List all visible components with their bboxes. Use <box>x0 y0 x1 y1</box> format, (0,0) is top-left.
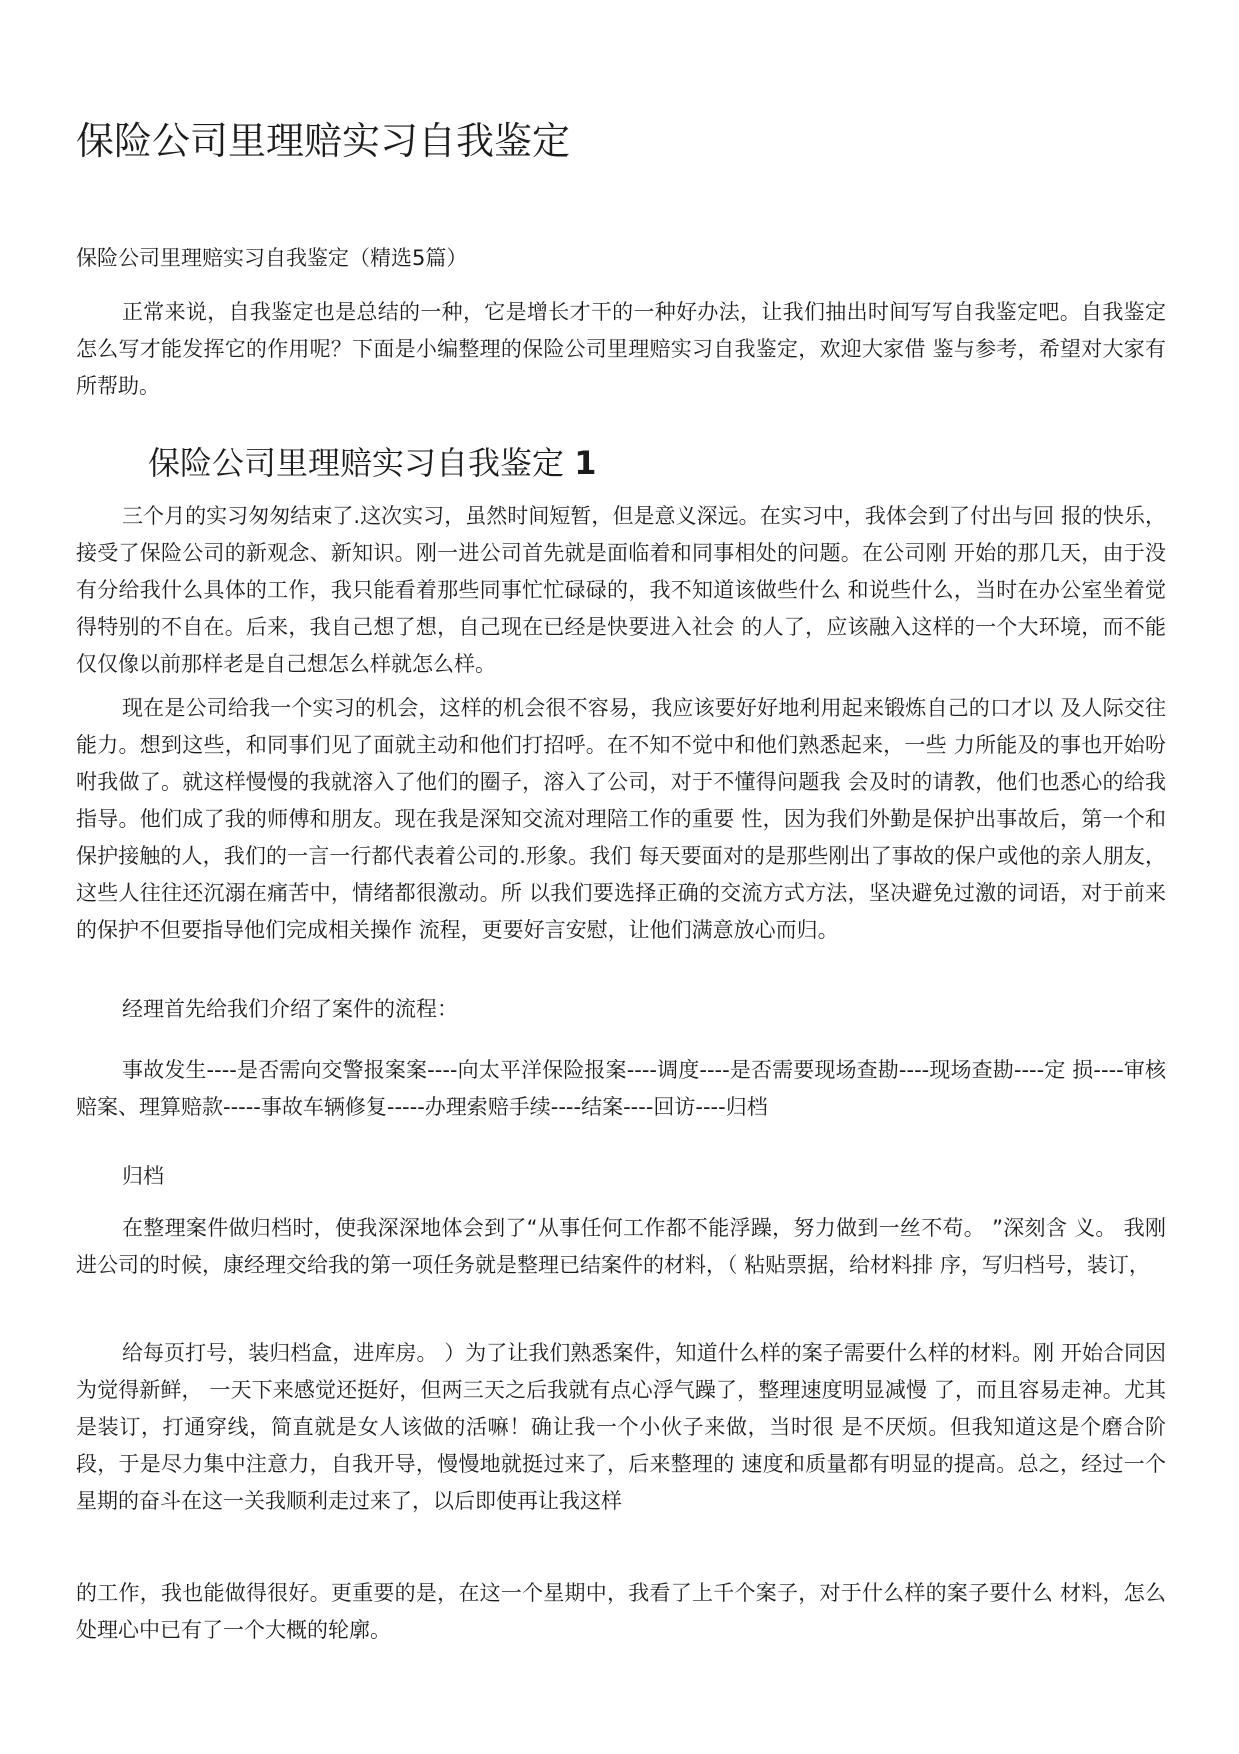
body-paragraph-5: 在整理案件做归档时，使我深深地体会到了“从事任何工作都不能浮躁，努力做到一丝不苟。 ”深刻含 义。 我刚进公司的时候，康经理交给我的第一项任务就是整理已结案件的材料，（ 粘贴票据，给材料排 序，写归档号，装订， <box>76 1216 1166 1277</box>
document-title: 保险公司里理赔实习自我鉴定 <box>76 119 571 163</box>
body-paragraph-7: 的工作，我也能做得很好。更重要的是，在这一个星期中，我看了上千个案子，对于什么样的案子要什么 材料，怎么处理心中已有了一个大概的轮廓。 <box>76 1581 1166 1642</box>
body-paragraph-6: 给每页打号，装归档盒，进库房。 ）为了让我们熟悉案件，知道什么样的案子需要什么样的材料。刚 开始合同因为觉得新鲜， 一天下来感觉还挺好，但两三天之后我就有点心浮气躁了，整理速度明显减慢 了，而且容易走神。尤其是装订，打通穿线，简直就是女人该做的活嘛！确让我一个小伙子来做，当时很 是不厌烦。但我知道这是个磨合阶段，于是尽力集中注意力，自我开导，慢慢地就挺过来了，后来整理的 速度和质量都有明显的提高。总之，经过一个星期的奋斗在这一关我顺利走过来了，以后即使再让我这样 <box>76 1341 1166 1513</box>
body-paragraph-2: 现在是公司给我一个实习的机会，这样的机会很不容易，我应该要好好地利用起来锻炼自己的口才以 及人际交往能力。想到这些，和同事们见了面就主动和他们打招呼。在不知不觉中和他们熟悉起来，一些 力所能及的事也开始吩咐我做了。就这样慢慢的我就溶入了他们的圈子，溶入了公司，对于不懂得问题我 会及时的请教，他们也悉心的给我指导。他们成了我的师傅和朋友。现在我是深知交流对理陪工作的重要 性，因为我们外勤是保护出事故后，第一个和保护接触的人，我们的一言一行都代表着公司的.形象。我们 每天要面对的是那些刚出了事故的保户或他的亲人朋友，这些人往往还沉溺在痛苦中，情绪都很激动。所 以我们要选择正确的交流方式方法，坚决避免过激的词语，对于前来的保护不但要指导他们完成相关操作 流程，更要好言安慰，让他们满意放心而归。 <box>76 696 1166 942</box>
section-heading <box>148 438 596 484</box>
intro-paragraph: 正常来说，自我鉴定也是总结的一种，它是增长才干的一种好办法，让我们抽出时间写写自我鉴定吧。自我鉴定怎么写才能发挥它的作用呢？下面是小编整理的保险公司里理赔实习自我鉴定，欢迎大家借 鉴与参考，希望对大家有所帮助。 <box>76 300 1166 398</box>
body-paragraph-1: 三个月的实习匆匆结束了.这次实习，虽然时间短暂，但是意义深远。在实习中，我体会到了付出与回 报的快乐，接受了保险公司的新观念、新知识。刚一进公司首先就是面临着和同事相处的问题。在公司刚 开始的那几天，由于没有分给我什么具体的工作，我只能看着那些同事忙忙碌碌的，我不知道该做些什么 和说些什么，当时在办公室坐着觉得特别的不自在。后来，我自己想了想，自己现在已经是快要进入社会 的人了，应该融入这样的一个大环境，而不能仅仅像以前那样老是自己想怎么样就怎么样。 <box>76 504 1166 676</box>
section-heading-number: 1 <box>574 444 597 482</box>
process-flow-paragraph: 事故发生----是否需向交警报案案----向太平洋保险报案----调度----是否需要现场查勘----现场查勘----定 损----审核赔案、理算赔款-----事故车辆修复-----办理索赔手续----结案----回访----归档 <box>76 1058 1166 1119</box>
body-paragraph-3: 经理首先给我们介绍了案件的流程： <box>122 997 458 1021</box>
archive-label: 归档 <box>122 1164 164 1188</box>
document-subtitle: 保险公司里理赔实习自我鉴定（精选5篇） <box>76 246 468 270</box>
section-heading-text: 保险公司里理赔实习自我鉴定 <box>148 444 565 482</box>
